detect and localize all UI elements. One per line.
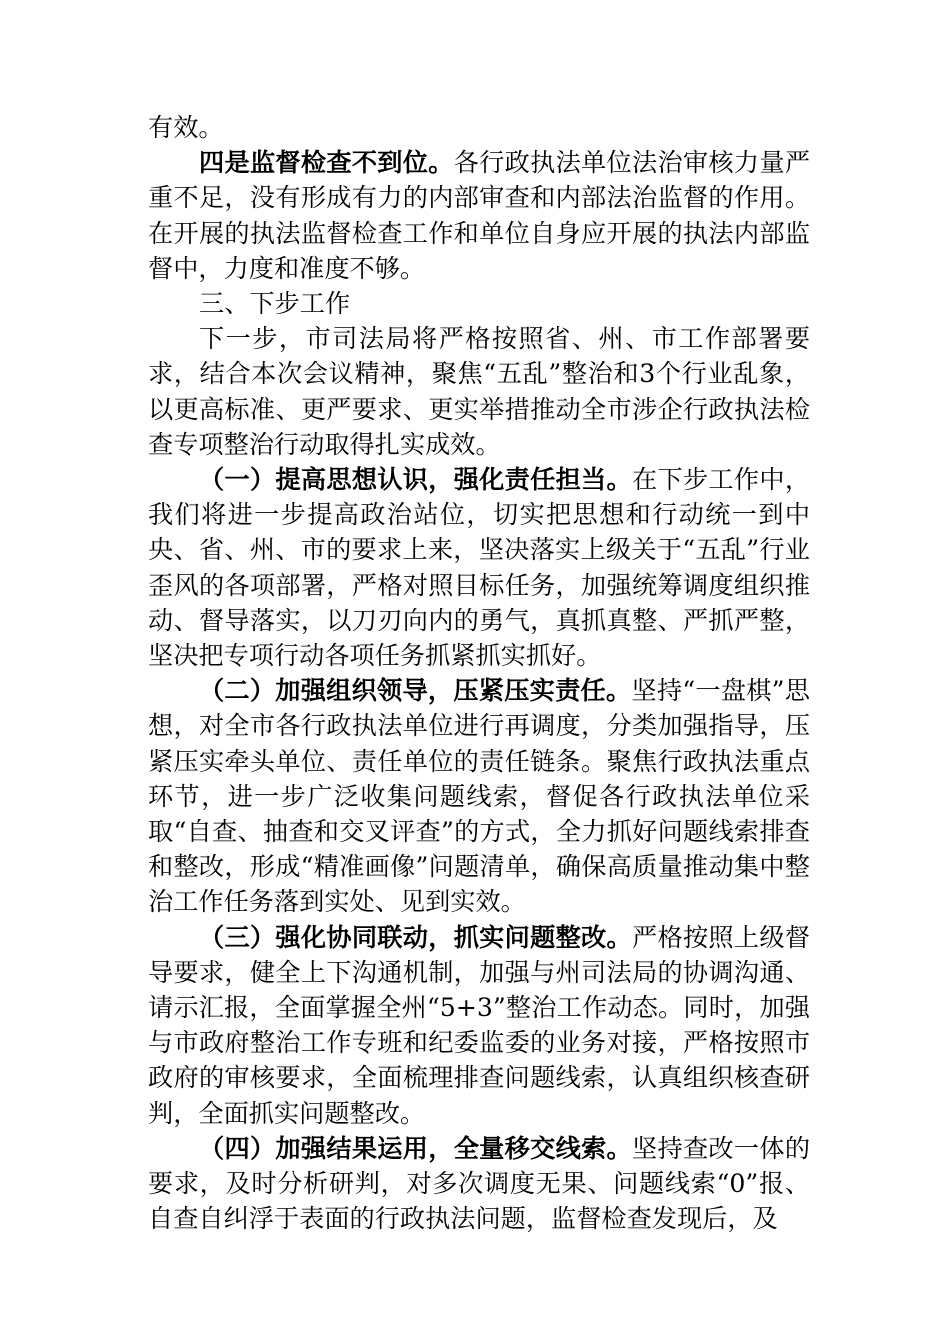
paragraph-item-2 [148,673,810,919]
paragraph-supervision [148,145,810,286]
paragraph-text: 下一步，市司法局将严格按照省、州、市工作部署要求，结合本次会议精神，聚焦“五乱”整治和3个行业乱象，以更高标准、更严要求、更实举措推动全市涉企行政执法检查专项整治行动取得扎实成效。 [148,324,810,459]
paragraph-lead: 四是监督检查不到位。 [199,148,454,178]
section-heading: 三、下步工作 [199,289,351,319]
paragraph-continuation [148,110,810,145]
paragraph-text: 坚持查改一体的要求，及时分析研判，对多次调度无果、问题线索“0”报、自查自纠浮于表面的行政执法问题，监督检查发现后，及 [148,1133,811,1234]
paragraph-item-4 [148,1131,810,1237]
paragraph-next-steps [148,321,810,462]
paragraph-item-1 [148,462,810,673]
paragraph-lead: （三）强化协同联动，抓实问题整改。 [199,922,632,952]
paragraph-text: 严格按照上级督导要求，健全上下沟通机制，加强与州司法局的协调沟通、请示汇报，全面掌握全州“5+3”整治工作动态。同时，加强与市政府整治工作专班和纪委监委的业务对接，严格按照市政府的审核要求，全面梳理排查问题线索，认真组织核查研判，全面抓实问题整改。 [148,922,811,1128]
paragraph-item-3 [148,920,810,1131]
paragraph-text: 各行政执法单位法治审核力量严重不足，没有形成有力的内部审查和内部法治监督的作用。在开展的执法监督检查工作和单位自身应开展的执法内部监督中，力度和准度不够。 [148,148,811,283]
paragraph-text: 有效。 [148,113,224,142]
paragraph-lead: （一）提高思想认识，强化责任担当。 [199,465,632,495]
paragraph-lead: （二）加强组织领导，压紧压实责任。 [199,676,632,706]
paragraph-text: 在下步工作中，我们将进一步提高政治站位，切实把思想和行动统一到中央、省、州、市的要求上来，坚决落实上级关于“五乱”行业歪风的各项部署，严格对照目标任务，加强统筹调度组织推动、督导落实，以刀刃向内的勇气，真抓真整、严抓严整，坚决把专项行动各项任务抓紧抓实抓好。 [148,465,811,671]
paragraph-text: 坚持“一盘棋”思想，对全市各行政执法单位进行再调度，分类加强指导，压紧压实牵头单位、责任单位的责任链条。聚焦行政执法重点环节，进一步广泛收集问题线索，督促各行政执法单位采取“自查、抽查和交叉评查”的方式，全力抓好问题线索排查和整改，形成“精准画像”问题清单，确保高质量推动集中整治工作任务落到实处、见到实效。 [148,676,810,917]
document-page [148,110,810,1237]
paragraph-lead: （四）加强结果运用，全量移交线索。 [199,1133,632,1163]
